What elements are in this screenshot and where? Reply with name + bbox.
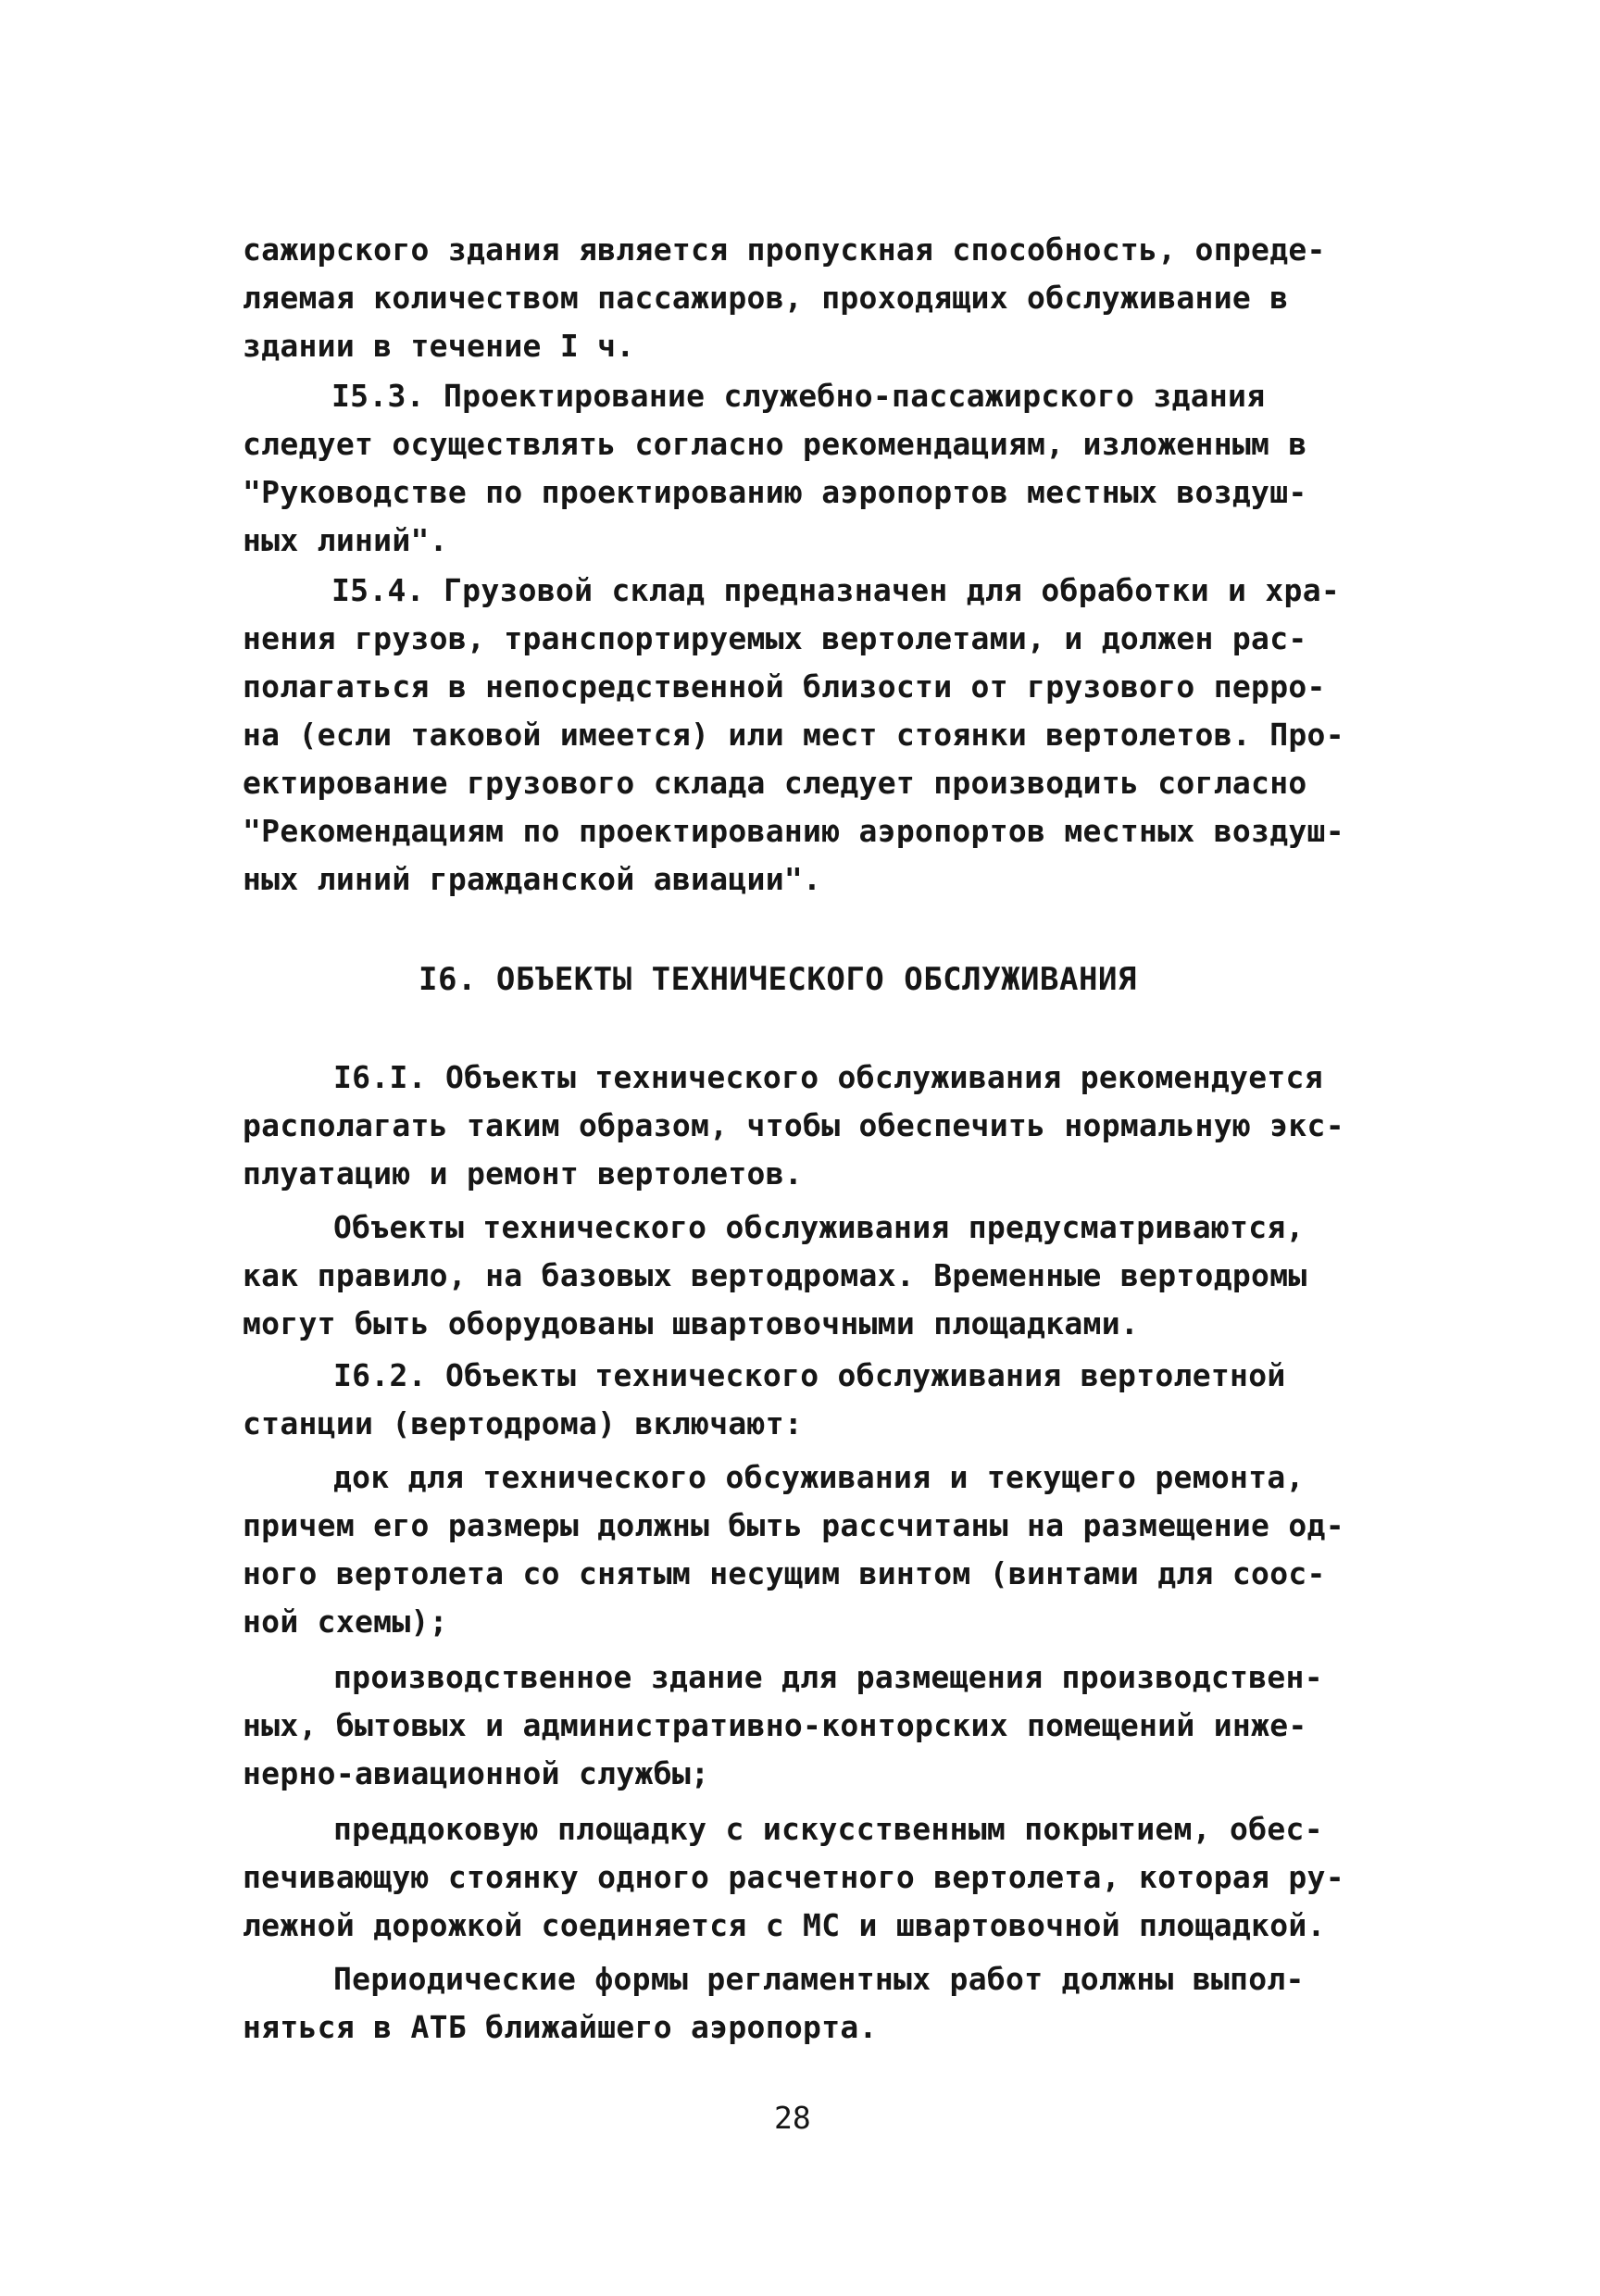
text-line: I5.4. Грузовой склад предназначен для обработки и хра-	[331, 572, 1341, 608]
text-line: плуатацию и ремонт вертолетов.	[243, 1155, 804, 1192]
text-line: ных линий гражданской авиации".	[243, 861, 822, 897]
text-line: здании в течение I ч.	[243, 328, 635, 364]
section-heading: I6. ОБЪЕКТЫ ТЕХНИЧЕСКОГО ОБСЛУЖИВАНИЯ	[419, 961, 1137, 998]
text-line: ного вертолета со снятым несущим винтом (винтами для соос-	[243, 1555, 1326, 1591]
text-line: производственное здание для размещения производствен-	[333, 1659, 1323, 1695]
text-line: I6.I. Объекты технического обслуживания рекомендуется	[333, 1059, 1323, 1095]
text-line: причем его размеры должны быть рассчитаны на размещение од-	[243, 1507, 1344, 1543]
text-line: располагать таким образом, чтобы обеспечить нормальную экс-	[243, 1107, 1344, 1143]
text-line: ных линий".	[243, 522, 448, 558]
text-line: лежной дорожкой соединяется с МС и швартовочной площадкой.	[243, 1907, 1326, 1943]
text-line: нения грузов, транспортируемых вертолетами, и должен рас-	[243, 620, 1307, 656]
text-line: I6.2. Объекты технического обслуживания вертолетной	[333, 1357, 1286, 1393]
text-line: ектирование грузового склада следует производить согласно	[243, 765, 1307, 801]
text-line: преддоковую площадку с искусственным покрытием, обес-	[333, 1811, 1323, 1847]
text-line: как правило, на базовых вертодромах. Временные вертодромы	[243, 1257, 1307, 1293]
page-number: 28	[774, 2100, 811, 2136]
text-line: "Рекомендациям по проектированию аэропортов местных воздуш-	[243, 813, 1344, 849]
text-line: нерно-авиационной службы;	[243, 1755, 710, 1791]
text-line: няться в АТБ ближайшего аэропорта.	[243, 2009, 878, 2045]
text-line: ной схемы);	[243, 1603, 448, 1640]
text-line: Объекты технического обслуживания предусматриваются,	[333, 1209, 1305, 1245]
text-line: ляемая количеством пассажиров, проходящих обслуживание в	[243, 280, 1289, 316]
text-line: следует осуществлять согласно рекомендациям, изложенным в	[243, 426, 1307, 462]
text-line: ных, бытовых и административно-конторских помещений инже-	[243, 1707, 1307, 1743]
text-line: I5.3. Проектирование служебно-пассажирского здания	[331, 378, 1266, 414]
text-line: полагаться в непосредственной близости от грузового перро-	[243, 668, 1326, 705]
text-line: станции (вертодрома) включают:	[243, 1405, 804, 1441]
text-line: печивающую стоянку одного расчетного вертолета, которая ру-	[243, 1859, 1344, 1895]
text-line: док для технического обсуживания и текущего ремонта,	[333, 1459, 1305, 1495]
text-line: на (если таковой имеется) или мест стоянки вертолетов. Про-	[243, 717, 1344, 753]
text-line: Периодические формы регламентных работ должны выпол-	[333, 1961, 1305, 1997]
text-line: могут быть оборудованы швартовочными площадками.	[243, 1305, 1140, 1341]
text-line: "Руководстве по проектированию аэропортов местных воздуш-	[243, 474, 1307, 510]
text-line: сажирского здания является пропускная способность, опреде-	[243, 231, 1326, 268]
